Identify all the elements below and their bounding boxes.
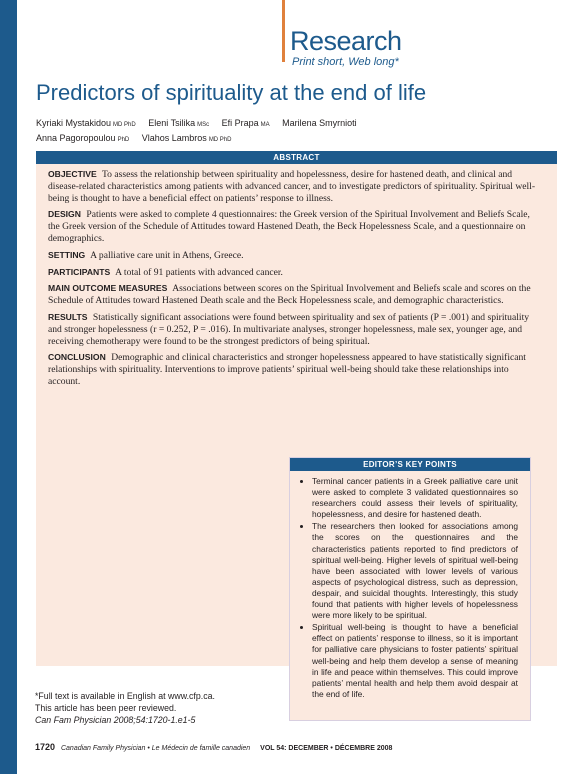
abstract-text: Demographic and clinical characteristics and stronger hopelessness appeared to have statistically significant relationships with spirituality. Interventions to improve patients’ spiritual well-being should take these relationships into account.	[48, 352, 526, 387]
abstract-setting	[48, 250, 541, 262]
abstract-conclusion	[48, 352, 541, 387]
abstract-design	[48, 209, 541, 244]
editors-key-points-box	[289, 457, 531, 721]
abstract-heading: ABSTRACT	[36, 151, 557, 164]
abstract-text: Statistically significant associations were found between spirituality and sex of patients (P = .001) and spirituality and stronger hopelessness (r = 0.252, P = .016). In multivariate analyses, stronger hopelessness, male sex, younger age, and receiving chemotherapy were found to be the strongest predictors of being spiritual.	[48, 311, 530, 347]
abstract-label: CONCLUSION	[48, 352, 106, 363]
journal-name: Canadian Family Physician • Le Médecin de famille canadien	[60, 745, 251, 752]
abstract-text: A total of 91 patients with advanced cancer.	[115, 266, 283, 278]
author-name: Eleni Tsilika	[148, 118, 196, 128]
peer-review-note: This article has been peer reviewed.	[35, 703, 177, 713]
author-degree: PhD	[117, 137, 130, 143]
author-name: Kyriaki Mystakidou	[36, 118, 112, 128]
header-accent-rule	[282, 0, 285, 62]
key-point-item: • Spiritual well-being is thought to have a beneficial effect on patients’ response to illness, so it is important for palliative care physicians to foster patients’ spiritual well-being and help them develop a sense of meaning in life and peace within themselves. This could improve patients’ mental health and help them avoid despair at the end of life.	[312, 622, 518, 700]
author-degree: MD PhD	[208, 137, 232, 143]
page-footer	[35, 742, 392, 752]
abstract-objective	[48, 169, 541, 204]
abstract-results	[48, 312, 541, 347]
abstract-text: A palliative care unit in Athens, Greece.	[90, 249, 244, 261]
page-number: 1720	[35, 742, 56, 752]
abstract-label: OBJECTIVE	[48, 169, 97, 179]
abstract-text: To assess the relationship between spirituality and hopelessness, desire for hastened death, and clinical and disease-related characteristics among patients with advanced cancer, and to investigate predictors of spirituality. Spiritual well-being is thought to have a beneficial effect on patients’ response to illness.	[48, 169, 536, 204]
key-points-heading: EDITOR’S KEY POINTS	[290, 458, 530, 471]
section-tagline: Print short, Web long*	[292, 56, 399, 68]
full-text-note: *Full text is available in English at www.cfp.ca.	[35, 691, 215, 701]
author-name: Vlahos Lambros	[141, 133, 207, 143]
left-color-bar	[0, 0, 17, 774]
author-degree: MSc	[197, 122, 210, 128]
key-points-list	[290, 471, 530, 700]
section-title: Research	[290, 26, 402, 56]
abstract-participants	[48, 267, 541, 279]
author-degree: MA	[260, 122, 270, 128]
author-name: Marilena Smyrnioti	[282, 118, 357, 128]
abstract-label: DESIGN	[48, 209, 81, 220]
volume-info: VOL 54: DECEMBER • DÉCEMBRE 2008	[260, 745, 393, 752]
abstract-text: Associations between scores on the Spiritual Involvement and Beliefs scale and scores on the Schedule of Attitudes toward Hastened Death scale and the Beck Hopelessness scale, and demographic characteristics.	[48, 283, 531, 307]
abstract-label: PARTICIPANTS	[48, 266, 111, 277]
abstract-label: MAIN OUTCOME MEASURES	[48, 283, 168, 294]
author-name: Anna Pagoropoulou	[36, 133, 116, 143]
abstract-outcome-measures	[48, 283, 541, 307]
key-point-item: • The researchers then looked for associations among the scores on the questionnaires and the characteristics patients reported to find predictors of spiritual well-being. Higher levels of spiritual well-being have been associated with lower levels of various aspects of psychological distress, such as depression, despair, and suicidal thoughts. Interestingly, this study found that patients with higher levels of hopelessness were more likely to be spiritual.	[312, 521, 518, 621]
citation-note: Can Fam Physician 2008;54:1720-1.e1-5	[35, 715, 196, 725]
abstract-text: Patients were asked to complete 4 questionnaires: the Greek version of the Spiritual Involvement and Beliefs Scale, the Greek version of the Schedule of Attitudes toward Hastened Death, the Beck Hopelessness Scale, and a questionnaire on demographics.	[48, 209, 530, 244]
abstract-label: SETTING	[48, 249, 86, 260]
article-notes	[35, 690, 280, 726]
key-point-item: • Terminal cancer patients in a Greek palliative care unit were asked to complete 3 validated questionnaires so researchers could assess their levels of spirituality, hopelessness, and desire for hastened death.	[312, 476, 518, 520]
author-name: Efi Prapa	[221, 118, 259, 128]
author-list	[36, 117, 536, 147]
article-title: Predictors of spirituality at the end of life	[36, 80, 427, 105]
abstract-label: RESULTS	[48, 311, 88, 322]
abstract-body	[36, 164, 557, 388]
author-degree: MD PhD	[113, 122, 136, 128]
